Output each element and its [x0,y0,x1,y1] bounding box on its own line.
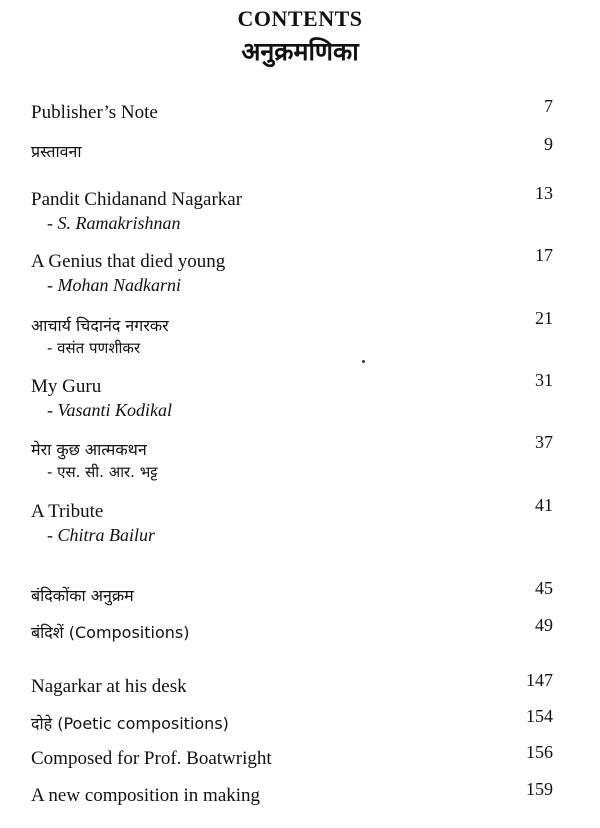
entry-title: A Genius that died young [31,251,226,272]
entry-page: 159 [526,779,553,799]
entry-page: 21 [535,308,553,328]
entry-page: 9 [544,134,553,154]
entry-page: 45 [535,578,553,598]
entry-author: - Vasanti Kodikal [47,400,172,420]
entry-title: बंदिकोंका अनुक्रम [31,586,134,605]
entry-author: - वसंत पणशीकर [47,339,141,357]
entry-page: 31 [535,370,553,390]
entry-title: दोहे (Poetic compositions) [31,714,229,733]
entry-title: My Guru [31,376,102,397]
entry-title: A Tribute [31,501,104,522]
entry-title: Publisher’s Note [31,102,158,123]
ink-speck [362,360,365,363]
entry-author: - Chitra Bailur [47,525,156,545]
entry-page: 147 [526,670,553,690]
entry-page: 17 [535,245,553,265]
entry-title: मेरा कुछ आत्मकथन [31,440,147,459]
entry-author: - S. Ramakrishnan [47,213,181,233]
page-title: CONTENTS [237,6,363,31]
page-subtitle: अनुक्रमणिका [241,37,359,66]
entry-title: आचार्य चिदानंद नगरकर [31,316,169,335]
entry-title: Nagarkar at his desk [31,676,187,697]
entry-page: 154 [526,706,553,726]
entry-title: बंदिशें (Compositions) [31,623,190,642]
entry-author: - Mohan Nadkarni [47,275,181,295]
entry-title: A new composition in making [31,785,261,806]
entry-author: - एस. सी. आर. भट्ट [47,463,158,481]
entry-title: प्रस्तावना [31,142,82,161]
entry-page: 13 [535,183,553,203]
entry-page: 49 [535,615,553,635]
entry-title: Pandit Chidanand Nagarkar [31,189,243,210]
entry-page: 41 [535,495,553,515]
entry-title: Composed for Prof. Boatwright [31,748,272,769]
entry-page: 37 [535,432,553,452]
entry-page: 156 [526,742,553,762]
entry-page: 7 [544,96,553,116]
